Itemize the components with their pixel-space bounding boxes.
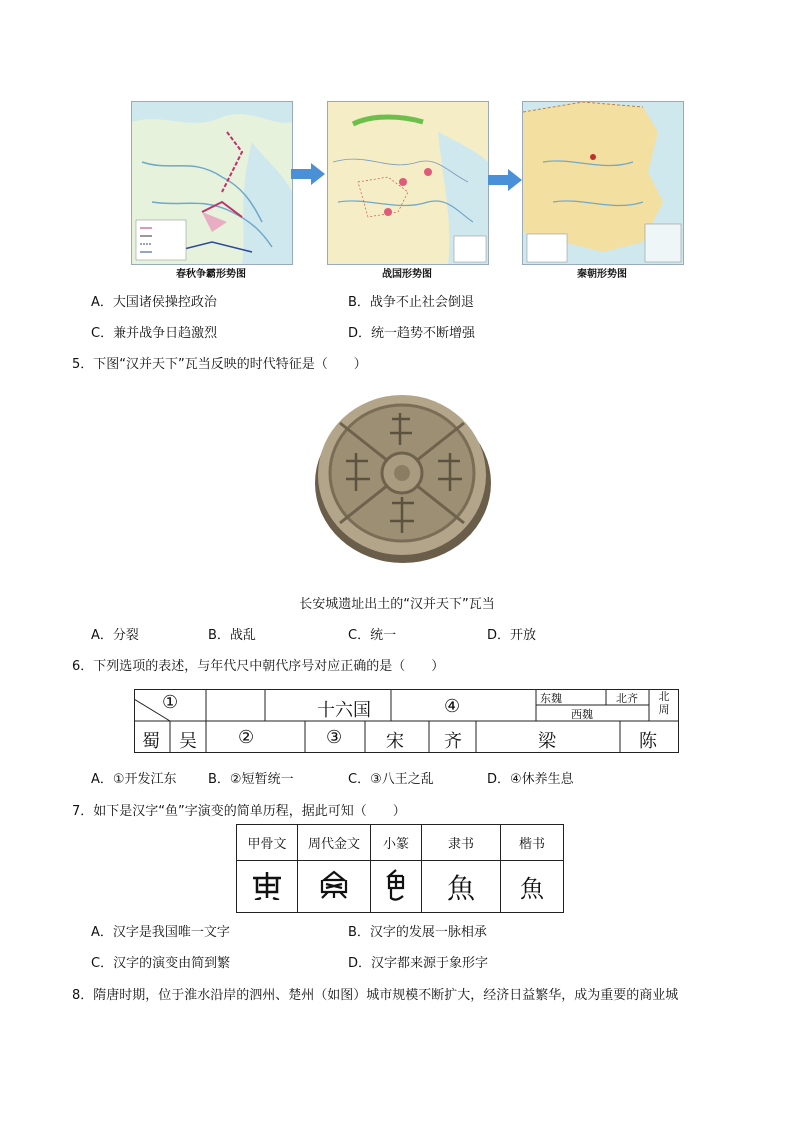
q5-option-d[interactable]: D．开放 <box>487 628 537 643</box>
q5-option-b[interactable]: B．战乱 <box>208 628 256 643</box>
timeline-beizhou: 北 周 <box>658 690 670 716</box>
q6-option-d[interactable]: D．④休养生息 <box>487 772 574 787</box>
q4-option-b[interactable]: B．战争不止社会倒退 <box>348 295 474 310</box>
q7-option-c[interactable]: C．汉字的演变由简到繁 <box>91 956 231 971</box>
timeline-label-1: ① <box>162 692 179 713</box>
q5-option-c[interactable]: C．统一 <box>348 628 397 643</box>
q7-option-b[interactable]: B．汉字的发展一脉相承 <box>348 925 487 940</box>
fish-glyph-oracle <box>237 861 298 913</box>
dynasty-timeline-table <box>134 689 679 753</box>
timeline-label-4: ④ <box>444 696 461 717</box>
fish-header-clerical: 隶书 <box>422 825 501 861</box>
q7-option-d[interactable]: D．汉字都来源于象形字 <box>348 956 489 971</box>
map-caption-3: 秦朝形势图 <box>577 269 627 280</box>
q5-stem: 5．下图“汉并天下”瓦当反映的时代特征是（ ） <box>72 357 367 372</box>
q6-stem: 6．下列选项的表述，与年代尺中朝代序号对应正确的是（ ） <box>72 659 445 674</box>
q6-option-c[interactable]: C．③八王之乱 <box>348 772 434 787</box>
fish-header-regular: 楷书 <box>501 825 564 861</box>
right-arrow-icon <box>291 163 325 185</box>
spring-autumn-map <box>131 101 293 265</box>
timeline-label-3: ③ <box>326 727 343 748</box>
fish-glyph-regular: 魚 <box>501 861 564 913</box>
timeline-sixteen-kingdoms: 十六国 <box>317 700 371 721</box>
q4-option-a[interactable]: A．大国诸侯操控政治 <box>91 295 217 310</box>
timeline-wu: 吴 <box>179 731 197 752</box>
warring-states-map <box>327 101 489 265</box>
timeline-dongwei: 东魏 <box>540 692 562 705</box>
fish-glyph-clerical: 魚 <box>422 861 501 913</box>
map-caption-1: 春秋争霸形势图 <box>176 269 246 280</box>
timeline-xiwei: 西魏 <box>571 708 593 721</box>
timeline-beiqi: 北齐 <box>616 692 638 705</box>
q4-option-c[interactable]: C．兼并战争日趋激烈 <box>91 326 218 341</box>
timeline-song: 宋 <box>386 731 404 752</box>
timeline-shu: 蜀 <box>142 731 160 752</box>
timeline-label-2: ② <box>238 727 255 748</box>
q6-option-b[interactable]: B．②短暂统一 <box>208 772 294 787</box>
timeline-qi: 齐 <box>444 731 462 752</box>
tile-caption: 长安城遗址出土的“汉并天下”瓦当 <box>299 597 495 612</box>
q4-option-d[interactable]: D．统一趋势不断增强 <box>348 326 476 341</box>
q7-option-a[interactable]: A．汉字是我国唯一文字 <box>91 925 230 940</box>
timeline-chen: 陈 <box>639 731 657 752</box>
q5-option-a[interactable]: A．分裂 <box>91 628 139 643</box>
fish-header-bronze: 周代金文 <box>298 825 371 861</box>
right-arrow-icon <box>488 169 522 191</box>
q7-stem: 7．如下是汉字“鱼”字演变的简单历程，据此可知（ ） <box>72 804 406 819</box>
q8-stem: 8．隋唐时期，位于淮水沿岸的泗州、楚州（如图）城市规模不断扩大，经济日益繁华，成为重要的商业城 <box>72 988 679 1003</box>
fish-header-oracle: 甲骨文 <box>237 825 298 861</box>
fish-glyph-seal <box>371 861 422 913</box>
fish-glyph-bronze <box>298 861 371 913</box>
roof-tile-image <box>310 383 496 569</box>
timeline-liang: 梁 <box>538 731 556 752</box>
fish-character-table <box>236 824 564 913</box>
map-caption-2: 战国形势图 <box>382 269 432 280</box>
qin-dynasty-map <box>522 101 684 265</box>
q6-option-a[interactable]: A．①开发江东 <box>91 772 177 787</box>
fish-header-seal: 小篆 <box>371 825 422 861</box>
